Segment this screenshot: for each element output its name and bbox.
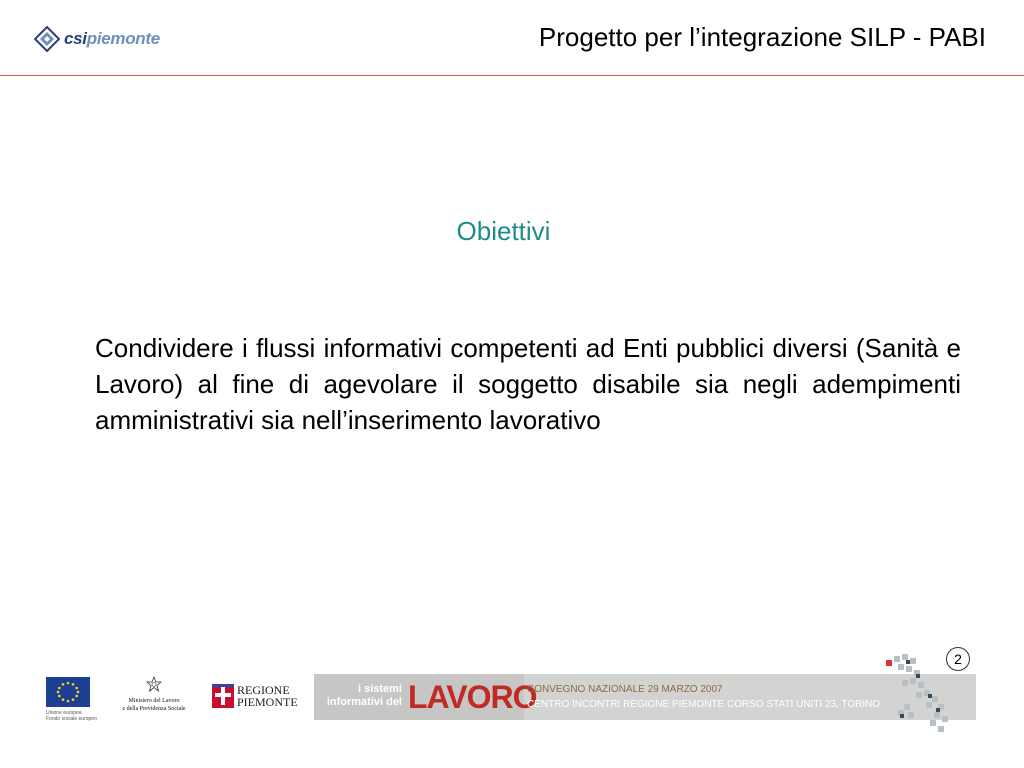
logo-text bbox=[64, 29, 160, 49]
ministero-name-line1: Ministero del Lavoro bbox=[128, 698, 180, 704]
italy-pixel-map-icon bbox=[880, 650, 970, 736]
regione-text bbox=[237, 684, 298, 708]
banner-subtitle-line2: informativi del bbox=[326, 696, 402, 708]
csi-diamond-icon bbox=[34, 26, 60, 52]
eu-caption-line1: Unione europea bbox=[46, 710, 82, 716]
page-title: Progetto per l’integrazione SILP - PABI bbox=[538, 22, 986, 52]
banner-subtitle-line1: i sistemi bbox=[357, 683, 402, 695]
logo-text-strong: csi bbox=[64, 29, 87, 48]
ministero-name-line2: e della Previdenza Sociale bbox=[122, 706, 186, 712]
regione-piemonte-logo bbox=[212, 684, 298, 708]
banner-event-location: CENTRO INCONTRI REGIONE PIEMONTE CORSO STATI UNITI 23, TORINO bbox=[527, 699, 881, 710]
page-number-badge: 2 bbox=[946, 647, 970, 671]
header-divider bbox=[0, 75, 1024, 76]
banner-subtitle bbox=[324, 683, 402, 709]
logo-text-light: piemonte bbox=[86, 29, 160, 48]
eu-flag-icon bbox=[46, 677, 90, 707]
convegno-banner bbox=[314, 674, 976, 720]
eu-caption bbox=[46, 710, 97, 722]
banner-event-date: CONVEGNO NAZIONALE 29 MARZO 2007 bbox=[527, 684, 723, 695]
regione-line1: REGIONE bbox=[237, 683, 290, 697]
ministero-logo bbox=[118, 676, 190, 713]
ministero-emblem-icon bbox=[146, 676, 162, 692]
csi-piemonte-logo bbox=[34, 26, 160, 52]
eu-caption-line2: Fondo sociale europeo bbox=[46, 716, 97, 722]
regione-line2: PIEMONTE bbox=[237, 695, 298, 709]
regione-shield-icon bbox=[212, 684, 234, 708]
slide-body-text: Condividere i flussi informativi competenti ad Enti pubblici diversi (Sanità e Lavoro) al fine di agevolare il soggetto disabile sia negli adempimenti amministrativi sia nell’inserimento lavorativo bbox=[95, 333, 961, 435]
banner-lavoro-title: LAVORO bbox=[408, 679, 537, 715]
slide-heading: Obiettivi bbox=[456, 216, 551, 246]
